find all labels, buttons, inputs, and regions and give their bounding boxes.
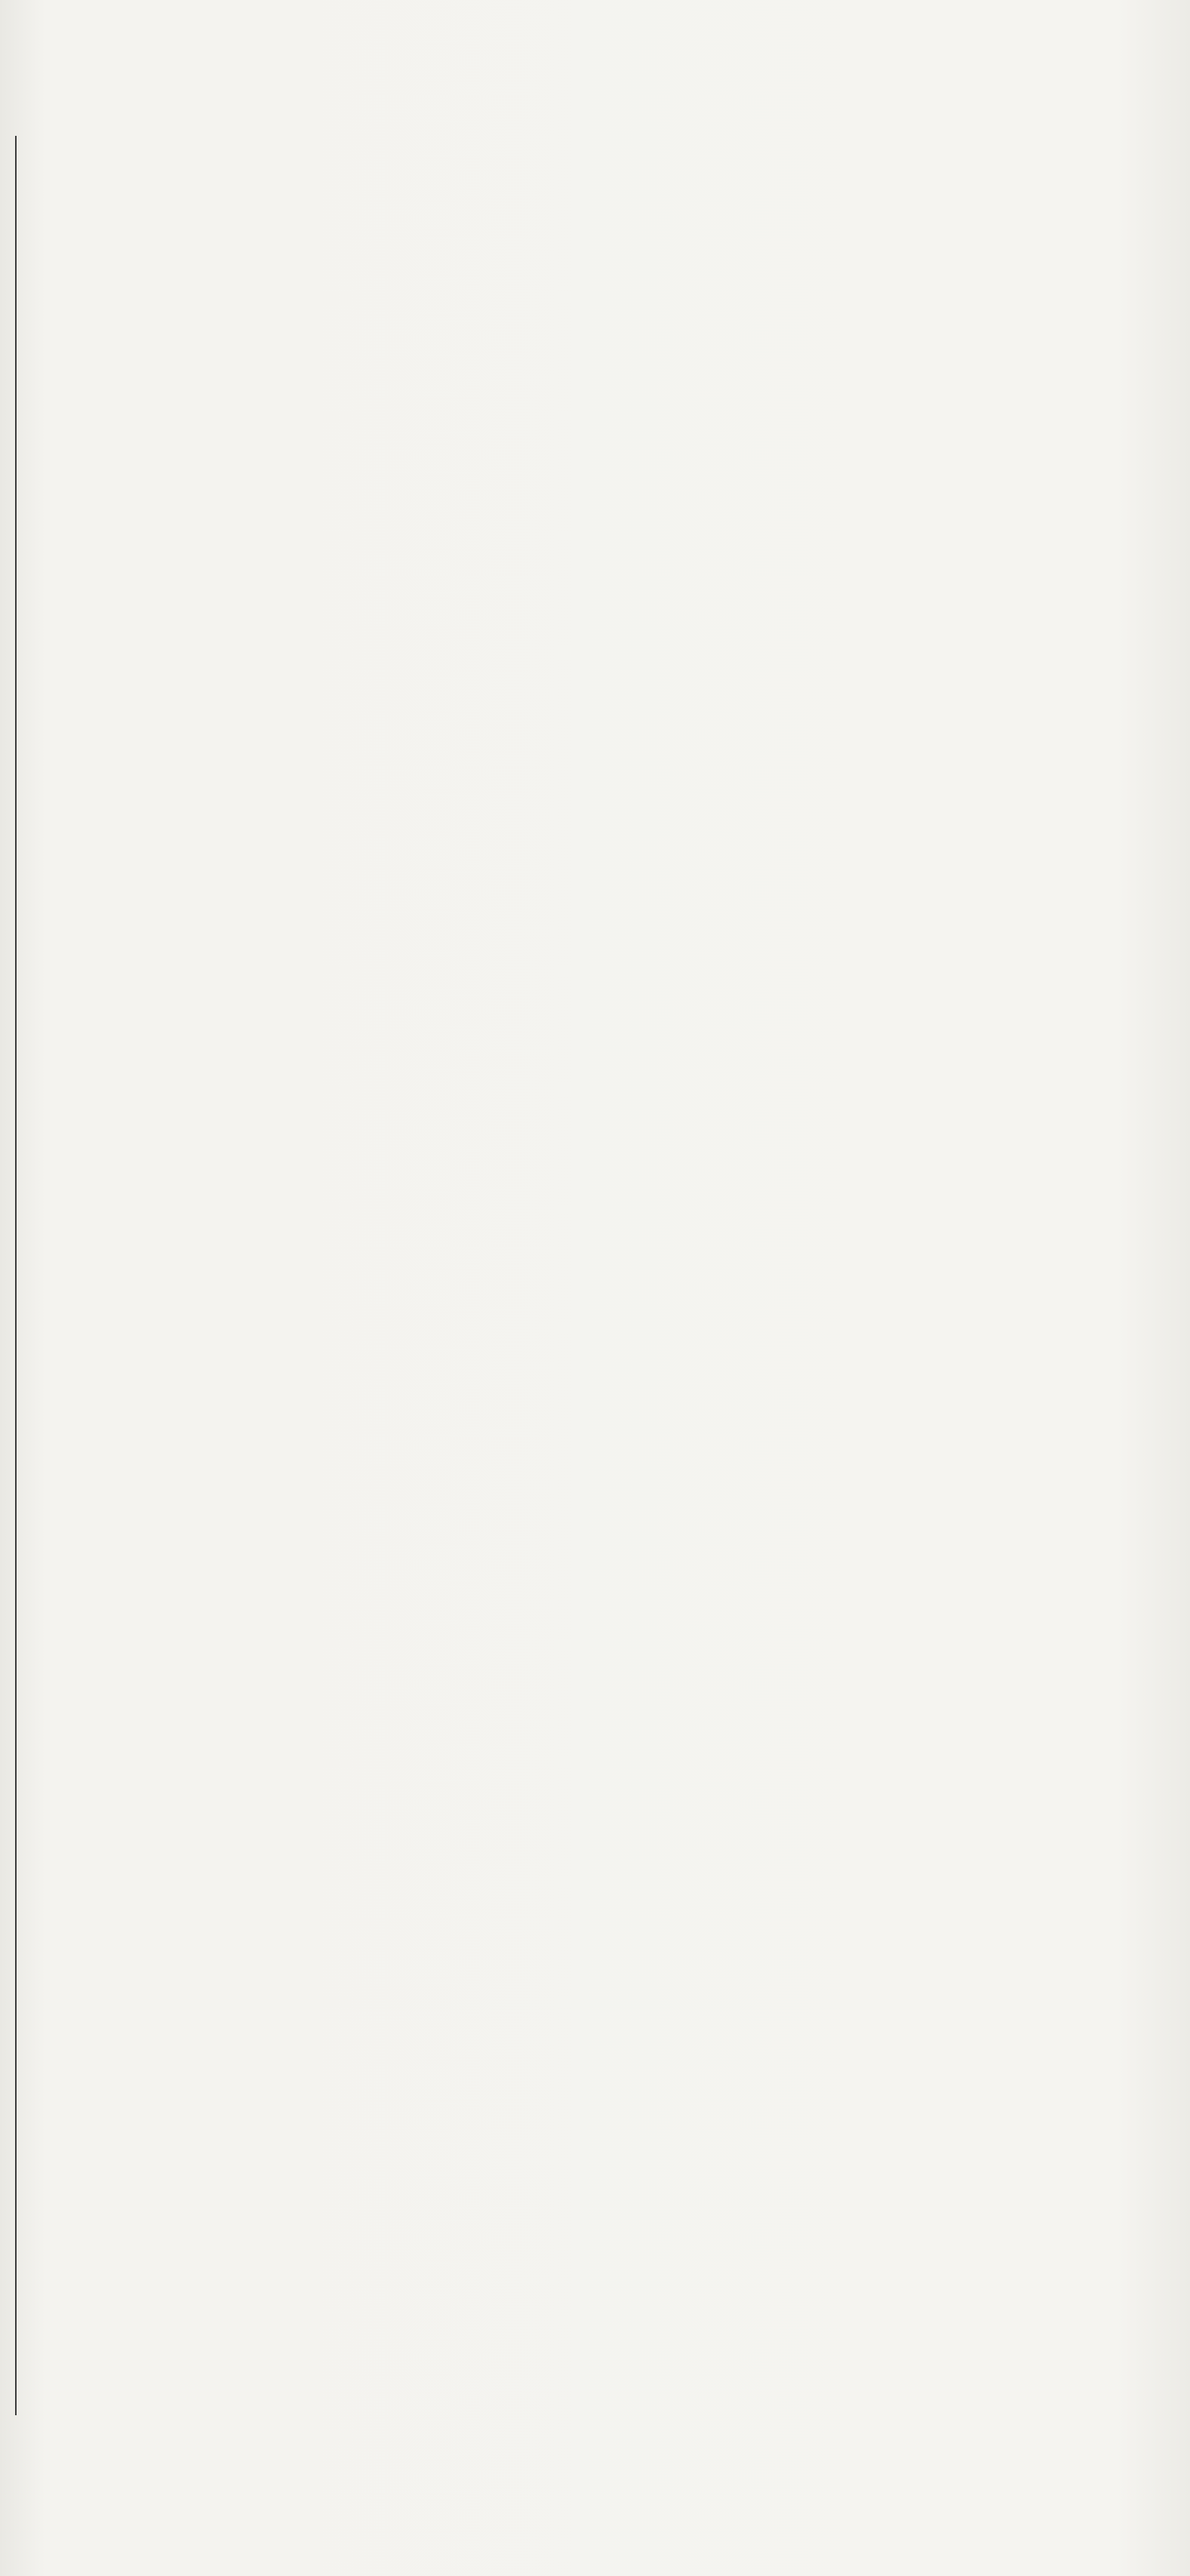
page-footer xyxy=(0,2467,1190,2497)
margin-rule xyxy=(15,136,17,2415)
answer-content xyxy=(59,121,1190,131)
